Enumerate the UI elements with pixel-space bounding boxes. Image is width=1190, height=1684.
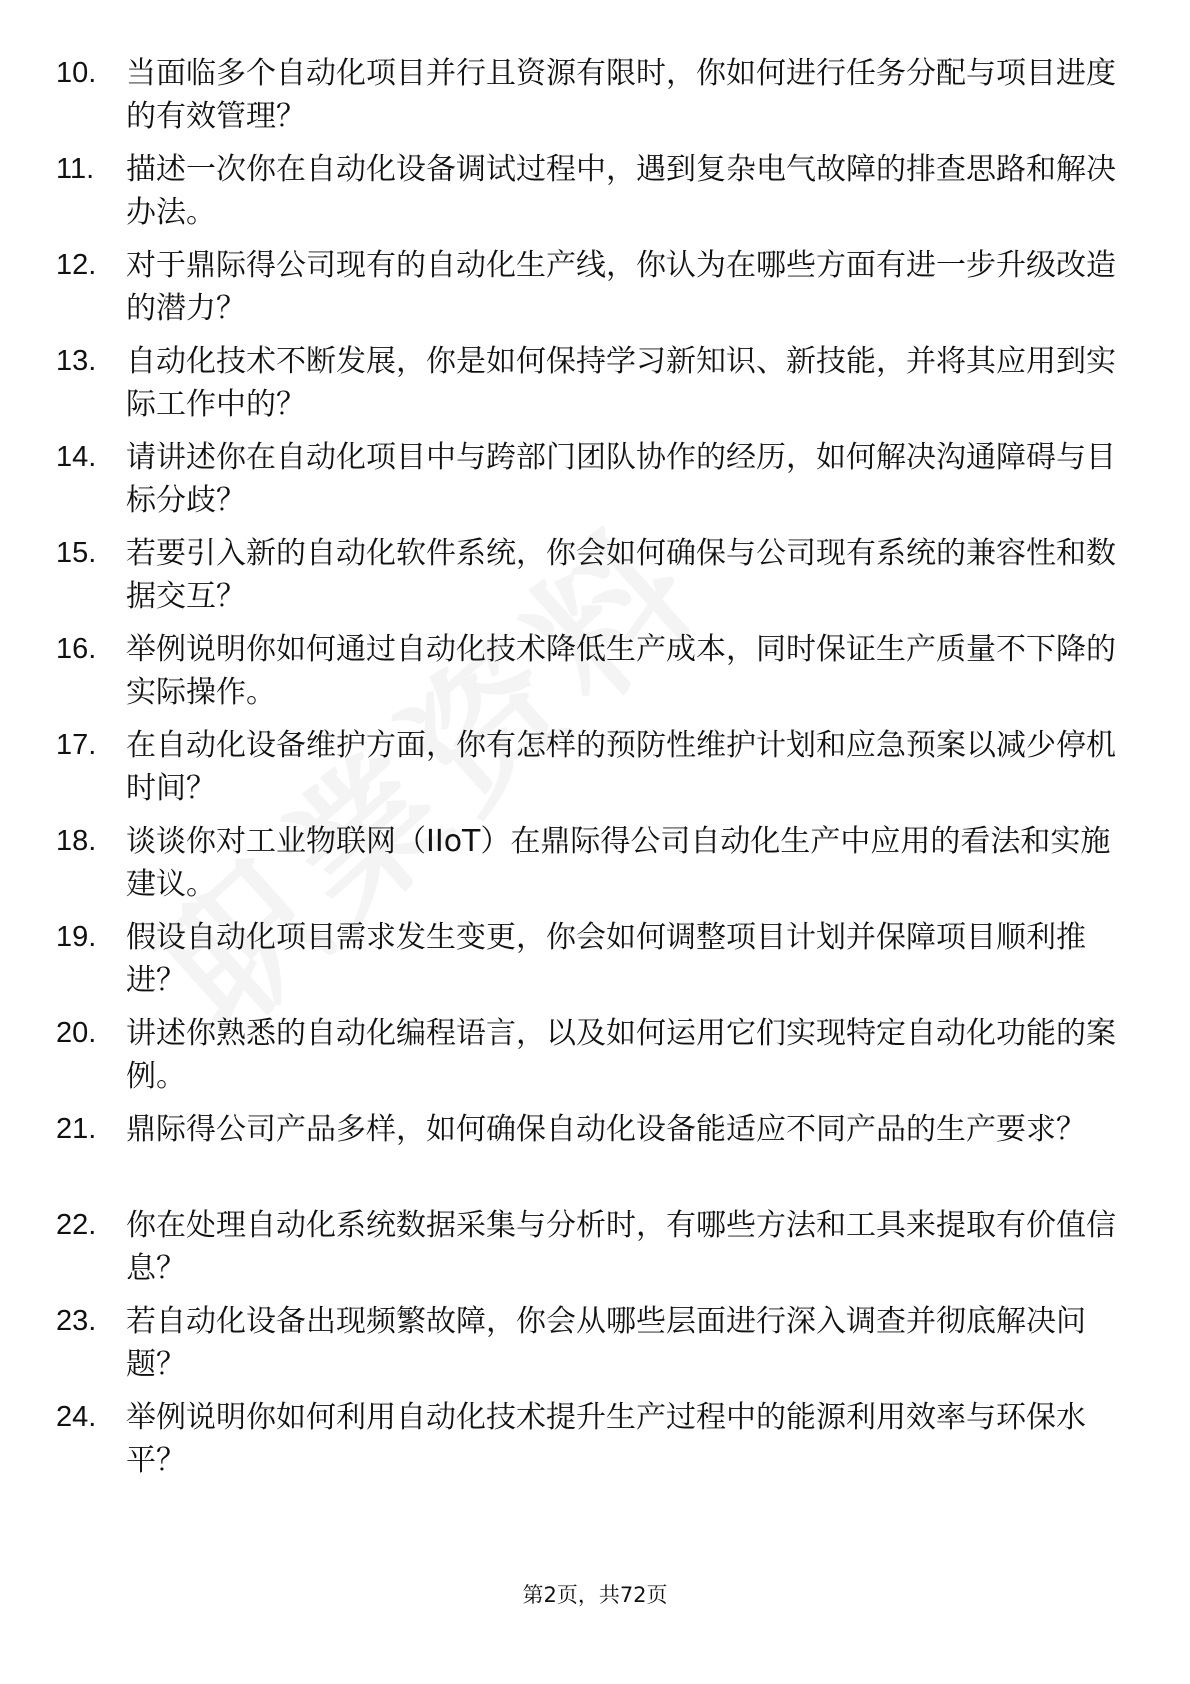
- question-text: 若自动化设备出现频繁故障，你会从哪些层面进行深入调查并彻底解决问题？: [126, 1304, 1086, 1382]
- question-number: 19.: [56, 921, 97, 953]
- question-number: 18.: [56, 825, 97, 857]
- question-text: 对于鼎际得公司现有的自动化生产线，你认为在哪些方面有进一步升级改造的潜力？: [126, 248, 1116, 326]
- question-number: 11.: [56, 153, 95, 185]
- question-number: 10.: [56, 57, 97, 89]
- question-text: 举例说明你如何通过自动化技术降低生产成本，同时保证生产质量不下降的实际操作。: [126, 632, 1116, 710]
- question-text: 鼎际得公司产品多样，如何确保自动化设备能适应不同产品的生产要求？: [126, 1112, 1086, 1147]
- question-text: 举例说明你如何利用自动化技术提升生产过程中的能源利用效率与环保水平？: [126, 1400, 1086, 1478]
- question-number: 24.: [56, 1401, 97, 1433]
- question-text: 描述一次你在自动化设备调试过程中，遇到复杂电气故障的排查思路和解决办法。: [126, 152, 1116, 230]
- page-footer: 第2页，共72页: [522, 1583, 668, 1607]
- question-number: 16.: [56, 633, 97, 665]
- question-text: 在自动化设备维护方面，你有怎样的预防性维护计划和应急预案以减少停机时间？: [126, 728, 1116, 806]
- question-text: 当面临多个自动化项目并行且资源有限时，你如何进行任务分配与项目进度的有效管理？: [126, 56, 1116, 134]
- question-number: 15.: [56, 537, 97, 569]
- question-text: 请讲述你在自动化项目中与跨部门团队协作的经历，如何解决沟通障碍与目标分歧？: [126, 440, 1116, 518]
- question-text: 若要引入新的自动化软件系统，你会如何确保与公司现有系统的兼容性和数据交互？: [126, 536, 1116, 614]
- question-text: 假设自动化项目需求发生变更，你会如何调整项目计划并保障项目顺利推进？: [126, 920, 1086, 998]
- question-text: 谈谈你对工业物联网（IIoT）在鼎际得公司自动化生产中应用的看法和实施建议。: [126, 824, 1111, 902]
- question-number: 14.: [56, 441, 97, 473]
- question-text: 自动化技术不断发展，你是如何保持学习新知识、新技能，并将其应用到实际工作中的？: [126, 344, 1116, 422]
- question-number: 22.: [56, 1209, 97, 1241]
- question-number: 12.: [56, 249, 97, 281]
- question-number: 13.: [56, 345, 97, 377]
- question-number: 17.: [56, 729, 97, 761]
- question-text: 你在处理自动化系统数据采集与分析时，有哪些方法和工具来提取有价值信息？: [126, 1208, 1116, 1286]
- question-text: 讲述你熟悉的自动化编程语言，以及如何运用它们实现特定自动化功能的案例。: [126, 1016, 1116, 1094]
- question-number: 23.: [56, 1305, 97, 1337]
- question-number: 20.: [56, 1017, 97, 1049]
- question-number: 21.: [56, 1113, 97, 1145]
